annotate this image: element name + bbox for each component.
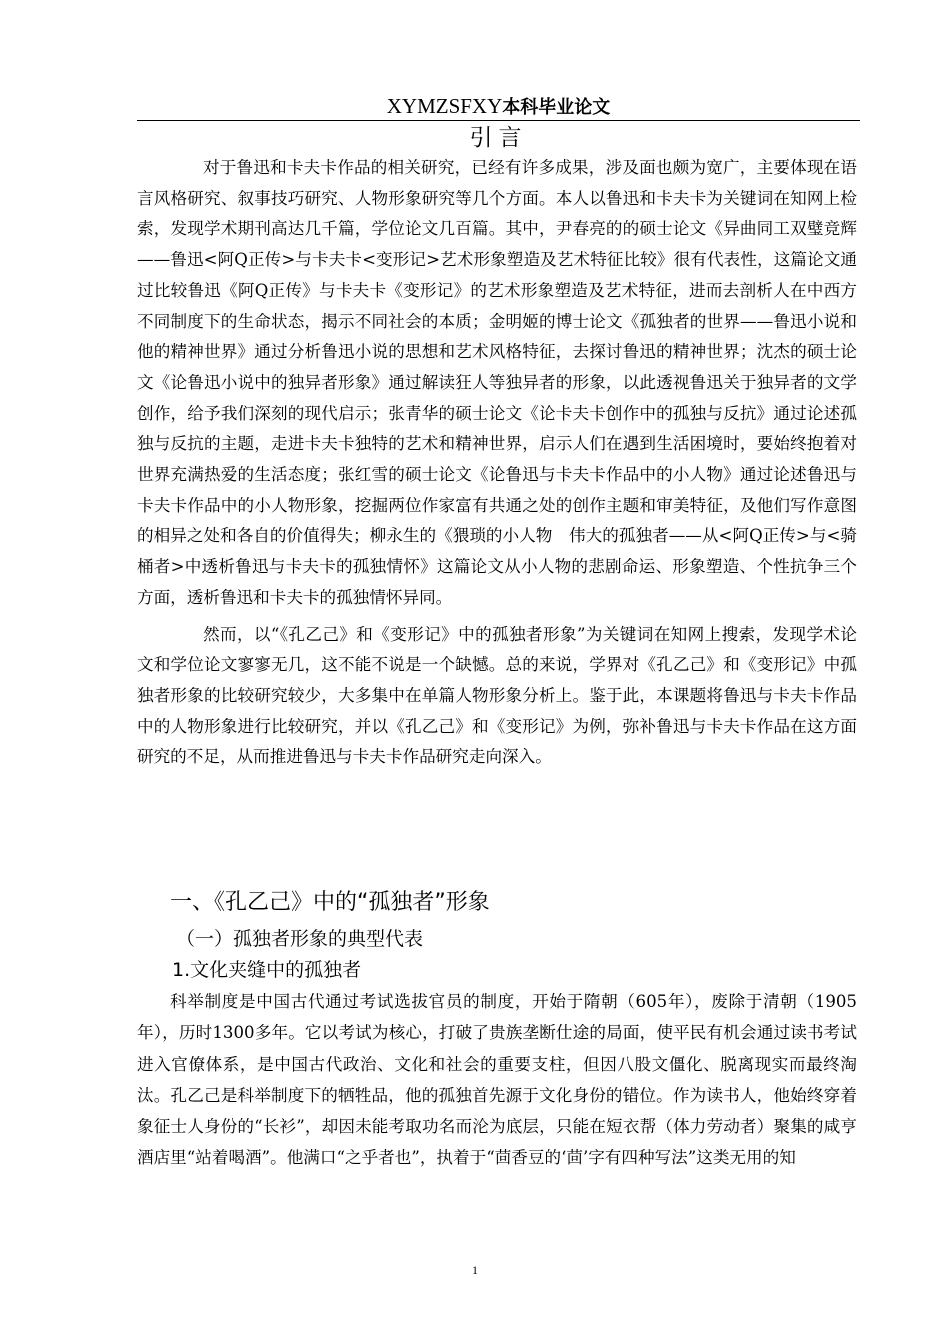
section-1-heading: 一、《孔乙己》中的“孤独者”形象: [170, 890, 490, 915]
page-number: 1: [472, 1263, 478, 1277]
intro-paragraph-1: 对于鲁迅和卡夫卡作品的相关研究，已经有许多成果，涉及面也颇为宽广，主要体现在语言风格研究、叙事技巧研究、人物形象研究等几个方面。本人以鲁迅和卡夫卡为关键词在知网上检索，发现学术期刊高达几千篇，学位论文几百篇。其中，尹春亮的的硕士论文《异曲同工双璧竞辉——鲁迅<阿Q正传>与卡夫卡<变形记>艺术形象塑造及艺术特征比较》很有代表性，这篇论文通过比较鲁迅《阿Q正传》与卡夫卡《变形记》的艺术形象塑造及艺术特征，进而去剖析人在中西方不同制度下的生命状态，揭示不同社会的本质；金明姬的博士论文《孤独者的世界——鲁迅小说和他的精神世界》通过分析鲁迅小说的思想和艺术风格特征，去探讨鲁迅的精神世界；沈杰的硕士论文《论鲁迅小说中的独异者形象》通过解读狂人等独异者的形象，以此透视鲁迅关于独异者的文学创作，给予我们深刻的现代启示；张青华的硕士论文《论卡夫卡创作中的孤独与反抗》通过论述孤独与反抗的主题，走进卡夫卡独特的艺术和精神世界，启示人们在遇到生活困境时，要始终抱着对世界充满热爱的生活态度；张红雪的硕士论文《论鲁迅与卡夫卡作品中的小人物》通过论述鲁迅与卡夫卡作品中的小人物形象，挖掘两位作家富有共通之处的创作主题和审美特征，及他们写作意图的相异之处和各自的价值得失；柳永生的《猥琐的小人物 伟大的孤独者——从<阿Q正传>与<骑桶者>中透析鲁迅与卡夫卡的孤独情怀》这篇论文从小人物的悲剧命运、形象塑造、个性抗争三个方面，透析鲁迅和卡夫卡的孤独情怀异同。: [137, 158, 857, 607]
section-1-paragraph-1: 科举制度是中国古代通过考试选拔官员的制度，开始于隋朝（605年），废除于清朝（1905年），历时1300多年。它以考试为核心，打破了贵族垄断仕途的局面，使平民有机会通过读书考试进入官僚体系，是中国古代政治、文化和社会的重要支柱，但因八股文僵化、脱离现实而最终淘汰。孔乙己是科举制度下的牺牲品，他的孤独首先源于文化身份的错位。作为读书人，他始终穿着象征士人身份的“长衫”，却因未能考取功名而沦为底层，只能在短衣帮（体力劳动者）聚集的咸亨酒店里“站着喝酒”。他满口“之乎者也”，执着于“茴香豆的‘茴’字有四种写法”这类无用的知: [137, 992, 857, 1168]
running-header: [137, 92, 860, 120]
header-title: 本科毕业论文: [502, 97, 611, 118]
header-code: XYMZSFXY: [386, 94, 503, 118]
intro-paragraph-2: 然而，以“《孔乙己》和《变形记》中的孤独者形象”为关键词在知网上搜索，发现学术论文和学位论文寥寥无几，这不能不说是一个缺憾。总的来说，学界对《孔乙己》和《变形记》中孤独者形象的比较研究较少，大多集中在单篇人物形象分析上。鉴于此，本课题将鲁迅与卡夫卡作品中的人物形象进行比较研究，并以《孔乙己》和《变形记》为例，弥补鲁迅与卡夫卡作品在这方面研究的不足，从而推进鲁迅与卡夫卡作品研究走向深入。: [137, 624, 857, 767]
intro-heading: 引言: [469, 125, 528, 151]
item-1-heading: 1.文化夹缝中的孤独者: [172, 959, 362, 981]
header-rule: [137, 120, 860, 121]
subsection-1-heading: （一）孤独者形象的典型代表: [176, 928, 424, 950]
section-1-body: [137, 986, 857, 1174]
intro-body: [137, 153, 857, 773]
